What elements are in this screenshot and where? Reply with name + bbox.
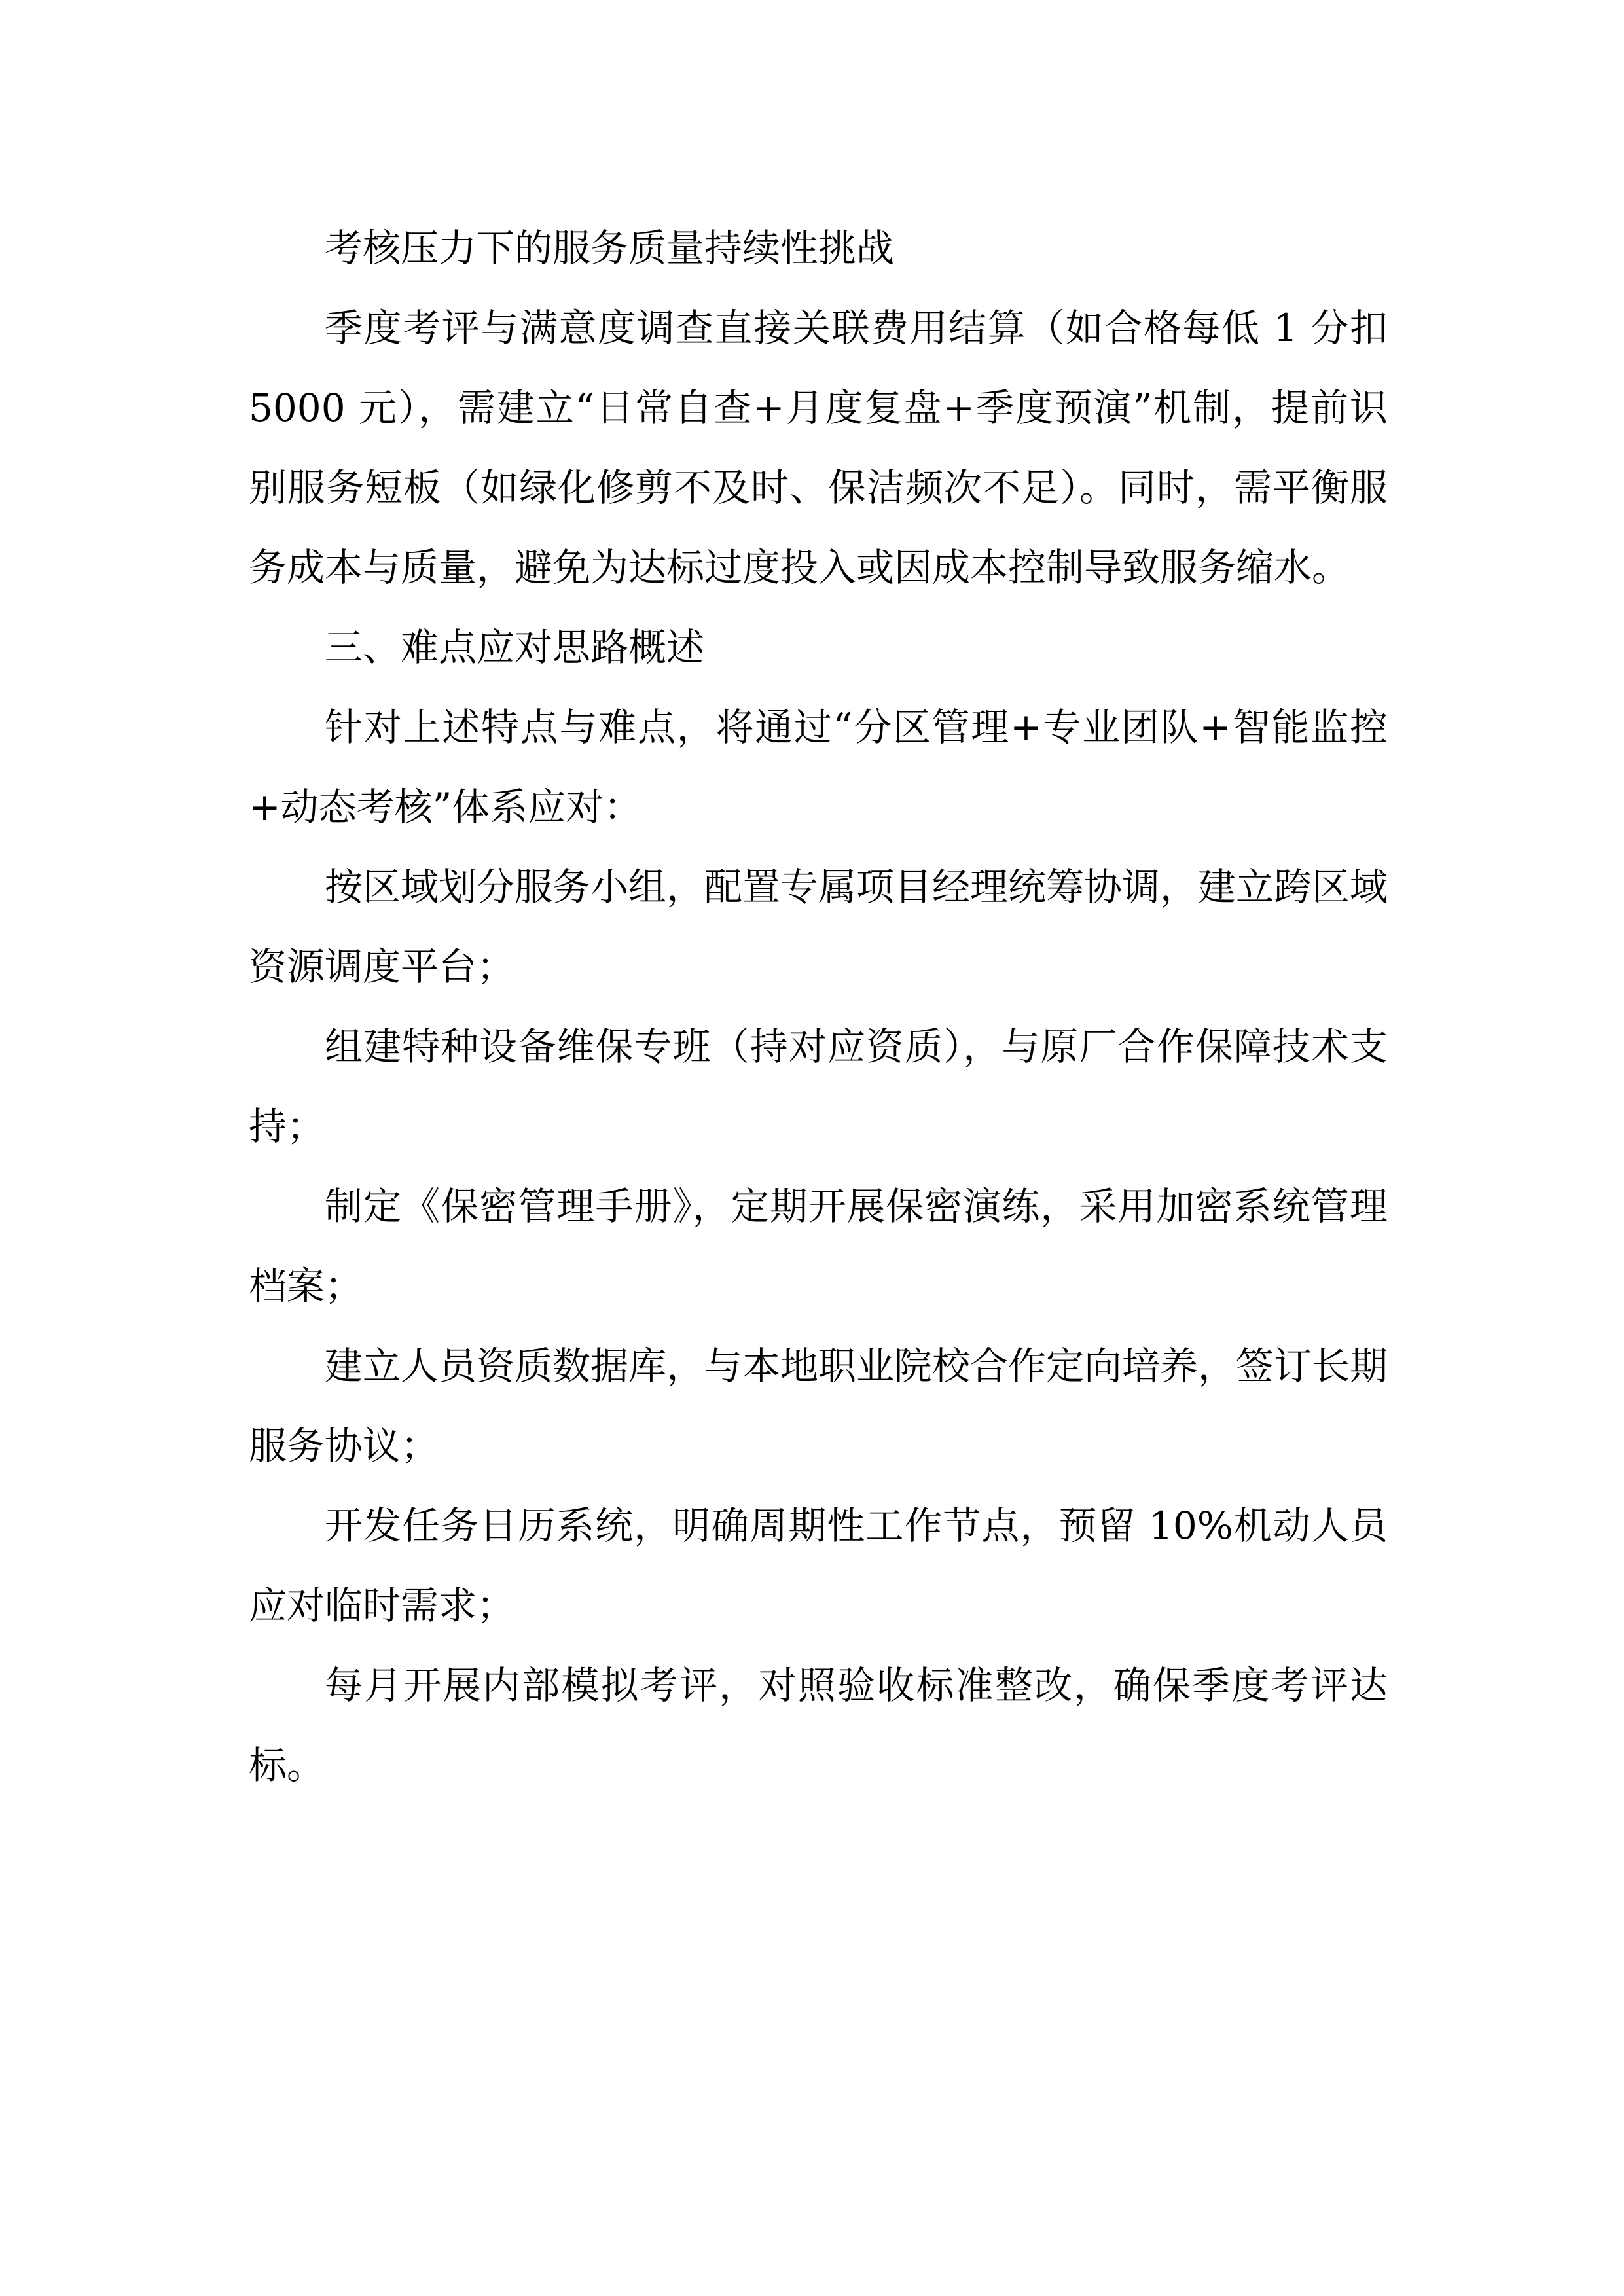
- document-body: [249, 208, 1388, 1805]
- list-item-zoning: 按区域划分服务小组，配置专属项目经理统筹协调，建立跨区域资源调度平台；: [249, 865, 1388, 989]
- paragraph-subheading-assessment-pressure: 考核压力下的服务质量持续性挑战: [325, 226, 895, 270]
- paragraph-response-system: 针对上述特点与难点，将通过“分区管理+专业团队+智能监控+动态考核”体系应对：: [249, 705, 1388, 829]
- section-heading-difficulty-response: 三、难点应对思路概述: [325, 625, 705, 670]
- paragraph-assessment-mechanism: 季度考评与满意度调查直接关联费用结算（如合格每低 1 分扣 5000 元），需建立“日常自查+月度复盘+季度预演”机制，提前识别服务短板（如绿化修剪不及时、保洁频次不足）。同时，需平衡服务成本与质量，避免为达标过度投入或因成本控制导致服务缩水。: [249, 306, 1388, 590]
- list-item-task-calendar: 开发任务日历系统，明确周期性工作节点，预留 10%机动人员应对临时需求；: [249, 1503, 1388, 1628]
- list-item-special-equipment: 组建特种设备维保专班（持对应资质），与原厂合作保障技术支持；: [249, 1024, 1388, 1149]
- list-item-confidentiality: 制定《保密管理手册》，定期开展保密演练，采用加密系统管理档案；: [249, 1184, 1388, 1308]
- list-item-personnel-database: 建立人员资质数据库，与本地职业院校合作定向培养，签订长期服务协议；: [249, 1344, 1388, 1468]
- list-item-monthly-assessment: 每月开展内部模拟考评，对照验收标准整改，确保季度考评达标。: [249, 1663, 1388, 1787]
